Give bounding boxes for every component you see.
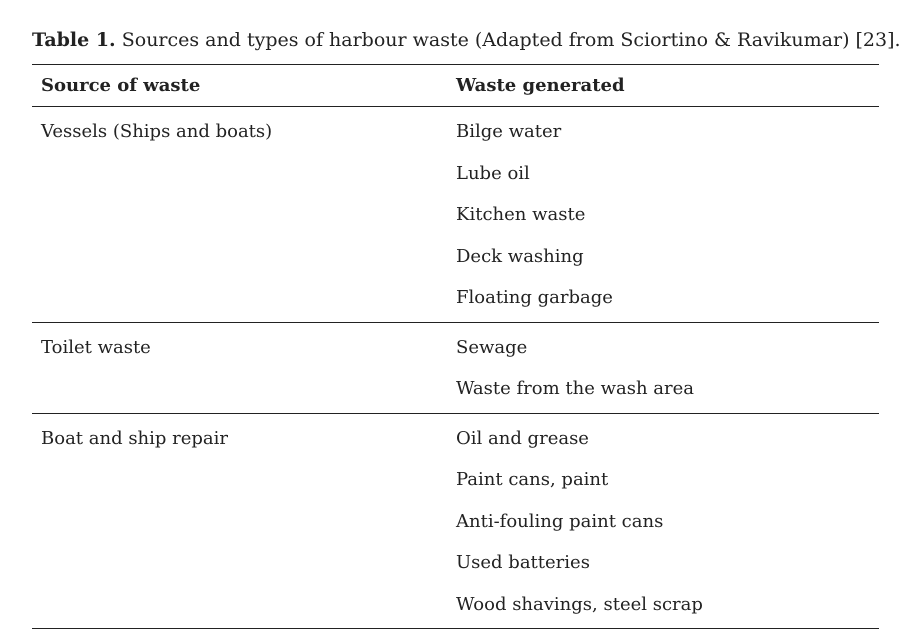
waste-item: Oil and grease: [456, 427, 589, 449]
waste-item: Used batteries: [456, 552, 590, 573]
waste-list: [456, 111, 879, 319]
caption-label: Table 1.: [32, 29, 116, 51]
waste-list: [456, 418, 879, 626]
caption-text: Sources and types of harbour waste (Adapted from Sciortino & Ravikumar) [23].: [121, 29, 901, 51]
waste-item: Wood shavings, steel scrap: [456, 593, 703, 615]
waste-item: Bilge water: [456, 121, 562, 142]
table-caption: [32, 28, 901, 52]
source-cell: Boat and ship repair: [41, 427, 229, 449]
waste-list: [456, 327, 879, 410]
table-row-group: [32, 414, 879, 629]
waste-item: Floating garbage: [456, 287, 613, 308]
waste-item: Anti-fouling paint cans: [456, 510, 664, 532]
source-cell: Toilet waste: [41, 336, 151, 358]
waste-item: Waste from the wash area: [456, 378, 695, 399]
waste-item: Lube oil: [456, 162, 530, 184]
waste-item: Sewage: [456, 336, 528, 358]
table-row-group: [32, 323, 879, 413]
table-bottom-rule: [32, 628, 879, 629]
header-source: Source of waste: [41, 75, 201, 96]
header-waste: Waste generated: [456, 75, 625, 96]
waste-item: Kitchen waste: [456, 204, 586, 225]
table-row-group: [32, 107, 879, 322]
waste-table: [32, 64, 879, 629]
waste-item: Deck washing: [456, 245, 584, 267]
table-header-row: [32, 65, 879, 106]
source-cell: Vessels (Ships and boats): [41, 121, 273, 142]
waste-item: Paint cans, paint: [456, 469, 609, 490]
